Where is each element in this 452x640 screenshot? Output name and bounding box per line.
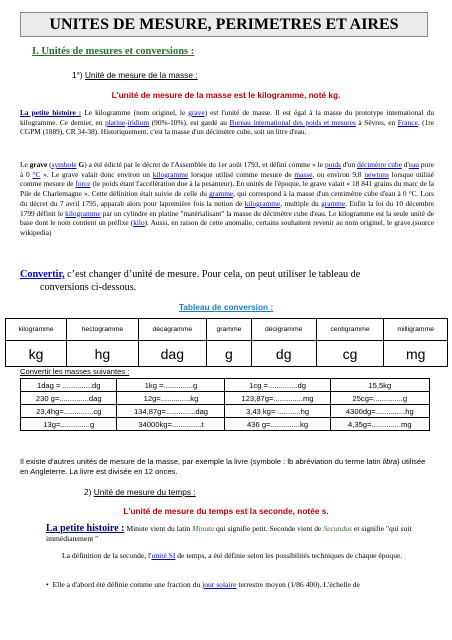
history-text: ). Aussi, en raison de cette anomalie, certains souhaitent revenir au nom originel, le grave.(source wikipedia) [20, 218, 434, 237]
history-text [20, 108, 434, 136]
exercise-label: Convertir les masses suivantes : [20, 367, 130, 376]
convertir-word: Convertir, [20, 269, 65, 280]
livre-text: Il existe d'autres unités de mesure de la masse, par exemple la livre (symbole : lb abréviation du terme latin [20, 457, 383, 466]
wiki-link[interactable]: force [75, 179, 91, 189]
exercise-cell[interactable]: 34000kg=..............t [117, 418, 225, 431]
subsection-number: 1°) [72, 70, 83, 80]
unit-abbr-cell: dag [138, 341, 206, 367]
history-text: ( [47, 160, 52, 169]
unit-abbr-cell: g [207, 341, 252, 367]
unit-abbr-cell: hg [67, 341, 138, 367]
subsection-label: Unité de mesure de la masse : [85, 70, 198, 80]
history-text: d'un [340, 160, 358, 169]
exercise-row [21, 392, 430, 405]
history-text: lorsque utilisé comme mesure de [188, 169, 295, 179]
conversion-table [5, 318, 448, 367]
latin-word: libra [382, 457, 398, 466]
history-mass-paragraph-1 [20, 108, 434, 137]
history-text: ». Le grave valait donc environ un [40, 169, 153, 179]
exercise-cell[interactable]: 13g=..............g [21, 418, 117, 431]
wiki-link[interactable]: décimètre cube [357, 160, 402, 169]
history-text: grave [29, 160, 48, 169]
history-text: Le [20, 160, 30, 169]
wiki-link[interactable]: eau [408, 160, 419, 169]
history-text: , ou environ 9,8 [312, 169, 365, 179]
exercise-table [20, 378, 430, 431]
exercise-cell[interactable]: 1dag = ..............dg [21, 379, 117, 392]
subsection-time [84, 487, 196, 497]
history-text: . Enfin la loi du 10 décembre 1799 définit le [20, 198, 435, 218]
exercise-cell[interactable]: 436 g=..............kg [225, 418, 330, 431]
wiki-link[interactable]: °C [32, 169, 41, 179]
unit-abbr-cell: mg [384, 341, 448, 367]
wiki-link[interactable]: symbole [51, 160, 77, 169]
subsection-label: Unité de mesure du temps : [93, 487, 196, 497]
history-text: G [78, 160, 85, 169]
wiki-link[interactable]: kilogramme [65, 208, 101, 218]
exercise-cell[interactable]: 3,43 kg= ...........hg [225, 405, 330, 418]
wiki-link[interactable]: poids [324, 160, 341, 169]
wiki-link[interactable]: platine [105, 117, 126, 127]
latin-word: Minuta [192, 524, 215, 533]
wiki-link[interactable]: kilogramme [244, 198, 281, 208]
unit-name-cell: décagramme [138, 319, 206, 341]
history-text: par un cylindre en platine "matérialisant" la masse du décimètre cube d'eau. Le kilogramme est la seule unité de base dont le nom contient un préfixe ( [20, 208, 434, 228]
exercise-cell[interactable]: 230 g=..............dag [21, 392, 117, 405]
history-text: , qui correspond à la masse d'un centimètre cube d'eau à 0 °C. Lors du décret du 7 avril 1795, apparaît alors pour lapremière fois la notion de [20, 189, 434, 208]
exercise-cell[interactable]: 25cg=..............g [330, 392, 429, 405]
exercise-row [21, 418, 430, 431]
bullet-text: terrestre moyen (1/86 400). L'échelle de [236, 580, 360, 589]
unit-abbr-row [6, 341, 448, 367]
convertir-text-2: conversions ci-dessous. [40, 282, 137, 293]
wiki-link[interactable]: newtons [364, 169, 389, 179]
unit-name-cell: hectogramme [67, 319, 138, 341]
history-text: lorsque utilisé comme mesure de [20, 169, 434, 189]
exercise-row [21, 379, 430, 392]
history-time-paragraph [46, 524, 430, 544]
history-text: d' [401, 160, 409, 169]
wiki-link[interactable]: masse [294, 169, 313, 179]
unit-name-cell: centigramme [316, 319, 384, 341]
history-heading: La petite histoire : [20, 108, 82, 117]
wiki-link[interactable]: gramme [209, 189, 234, 199]
exercise-cell[interactable]: 15,5kg [330, 379, 429, 392]
link-jour-solaire[interactable]: jour solaire [202, 580, 237, 589]
unit-abbr-cell: kg [6, 341, 67, 367]
page-title: UNITES DE MESURE, PERIMETRES ET AIRES [20, 12, 428, 37]
history-text: (90%-10%), est gardé au [149, 117, 230, 127]
history-text: , multiple du [280, 198, 322, 208]
history-mass-paragraph-2 [20, 160, 434, 238]
history-text: ) a été édicté par le décret de l'Assemblée du 1er août 1793, et défini comme « le [84, 160, 325, 169]
subsection-number: 2) [84, 487, 92, 497]
unit-name-cell: décigramme [251, 319, 316, 341]
unit-names-row [6, 319, 448, 341]
seconde-definition [62, 551, 432, 561]
history-text: Le kilogramme (nom originel, le [81, 108, 189, 117]
wiki-link[interactable]: kilogramme [152, 169, 189, 179]
unit-abbr-cell: cg [316, 341, 384, 367]
unit-name-cell: gramme [207, 319, 252, 341]
exercise-cell[interactable]: 134,87g=..............dag [117, 405, 225, 418]
definition-text: La définition de la seconde, l' [62, 551, 152, 560]
bullet-text: Elle a d'abord été définie comme une fraction du [52, 580, 203, 589]
unit-name-cell: kilogramme [6, 319, 67, 341]
history-text: - [125, 117, 128, 127]
wiki-link[interactable]: gramme [321, 198, 346, 208]
livre-paragraph [20, 457, 430, 477]
exercise-cell[interactable]: 1cg =..............dg [225, 379, 330, 392]
exercise-row [21, 405, 430, 418]
unit-name-cell: milligramme [384, 319, 448, 341]
subsection-mass [72, 70, 198, 80]
definition-text: de temps, a été définie selon les possibilités techniques de chaque époque. [175, 551, 403, 560]
rule-mass: L'unité de mesure de la masse est le kilogramme, noté kg. [111, 90, 341, 100]
livre-text: ) utilisée en Angleterre. La livre est divisée en 12 onces. [20, 457, 426, 476]
wiki-link[interactable]: iridium [127, 117, 150, 127]
wiki-link[interactable]: kilo [133, 218, 145, 228]
link-unite-si[interactable]: unité SI [151, 551, 176, 560]
bullet-item [46, 580, 436, 590]
history-text: ) est l'unité de masse. Il est égal à la masse du prototype international du kilogramme. Ce dernier, en [20, 108, 434, 127]
convertir-text: c’est changer d’unité de mesure. Pour cela, on peut utiliser le tableau de [64, 269, 361, 280]
exercise-cell[interactable]: 123,87g=..............mg [225, 392, 330, 405]
exercise-cell[interactable]: 4300dg=..............hg [330, 405, 429, 418]
history-text: à Sèvres, en [355, 117, 398, 127]
wiki-link[interactable]: France [397, 117, 418, 127]
unit-abbr-cell: dg [251, 341, 316, 367]
latin-word: Secundus [323, 524, 352, 533]
history-text: et signifie "qui suit immédiatement " [46, 524, 412, 543]
conversion-table-caption: Tableau de conversion : [178, 302, 274, 312]
history-text: qui signifie petit. Seconde vient de [214, 524, 324, 533]
exercise-cell[interactable]: 4,35g=..............mg [330, 418, 429, 431]
history-text: . (1re CGPM (1889), CR 34-38). Historiquement, c'est la masse d'un décimètre cube, soit un litre d'eau. [20, 117, 435, 137]
history-heading: La petite histoire : [46, 523, 125, 534]
section-heading-units: I. Unités de mesures et conversions : [32, 46, 195, 57]
bullet-marker: • [46, 580, 53, 589]
history-text: (le poids étant l'accélération due à la pesanteur). En unités de l'époque, le grave valait « 18 841 grains du marc de la Pile de Charlemagne ». Cette définition était suivie de celle du [20, 179, 434, 199]
history-text: Minute vient du latin [124, 524, 193, 533]
history-text: pure à 0 [20, 160, 434, 179]
rule-time: L'unité de mesure du temps est la seconde, notée s. [123, 506, 329, 516]
convertir-paragraph [20, 268, 432, 294]
wiki-link[interactable]: grave [188, 108, 205, 117]
exercise-cell[interactable]: 12g=..............kg [117, 392, 225, 405]
exercise-cell[interactable]: 23,4hg=..............cg [21, 405, 117, 418]
exercise-cell[interactable]: 1kg =..............g [117, 379, 225, 392]
wiki-link[interactable]: Bureau international des poids et mesures [229, 117, 356, 127]
